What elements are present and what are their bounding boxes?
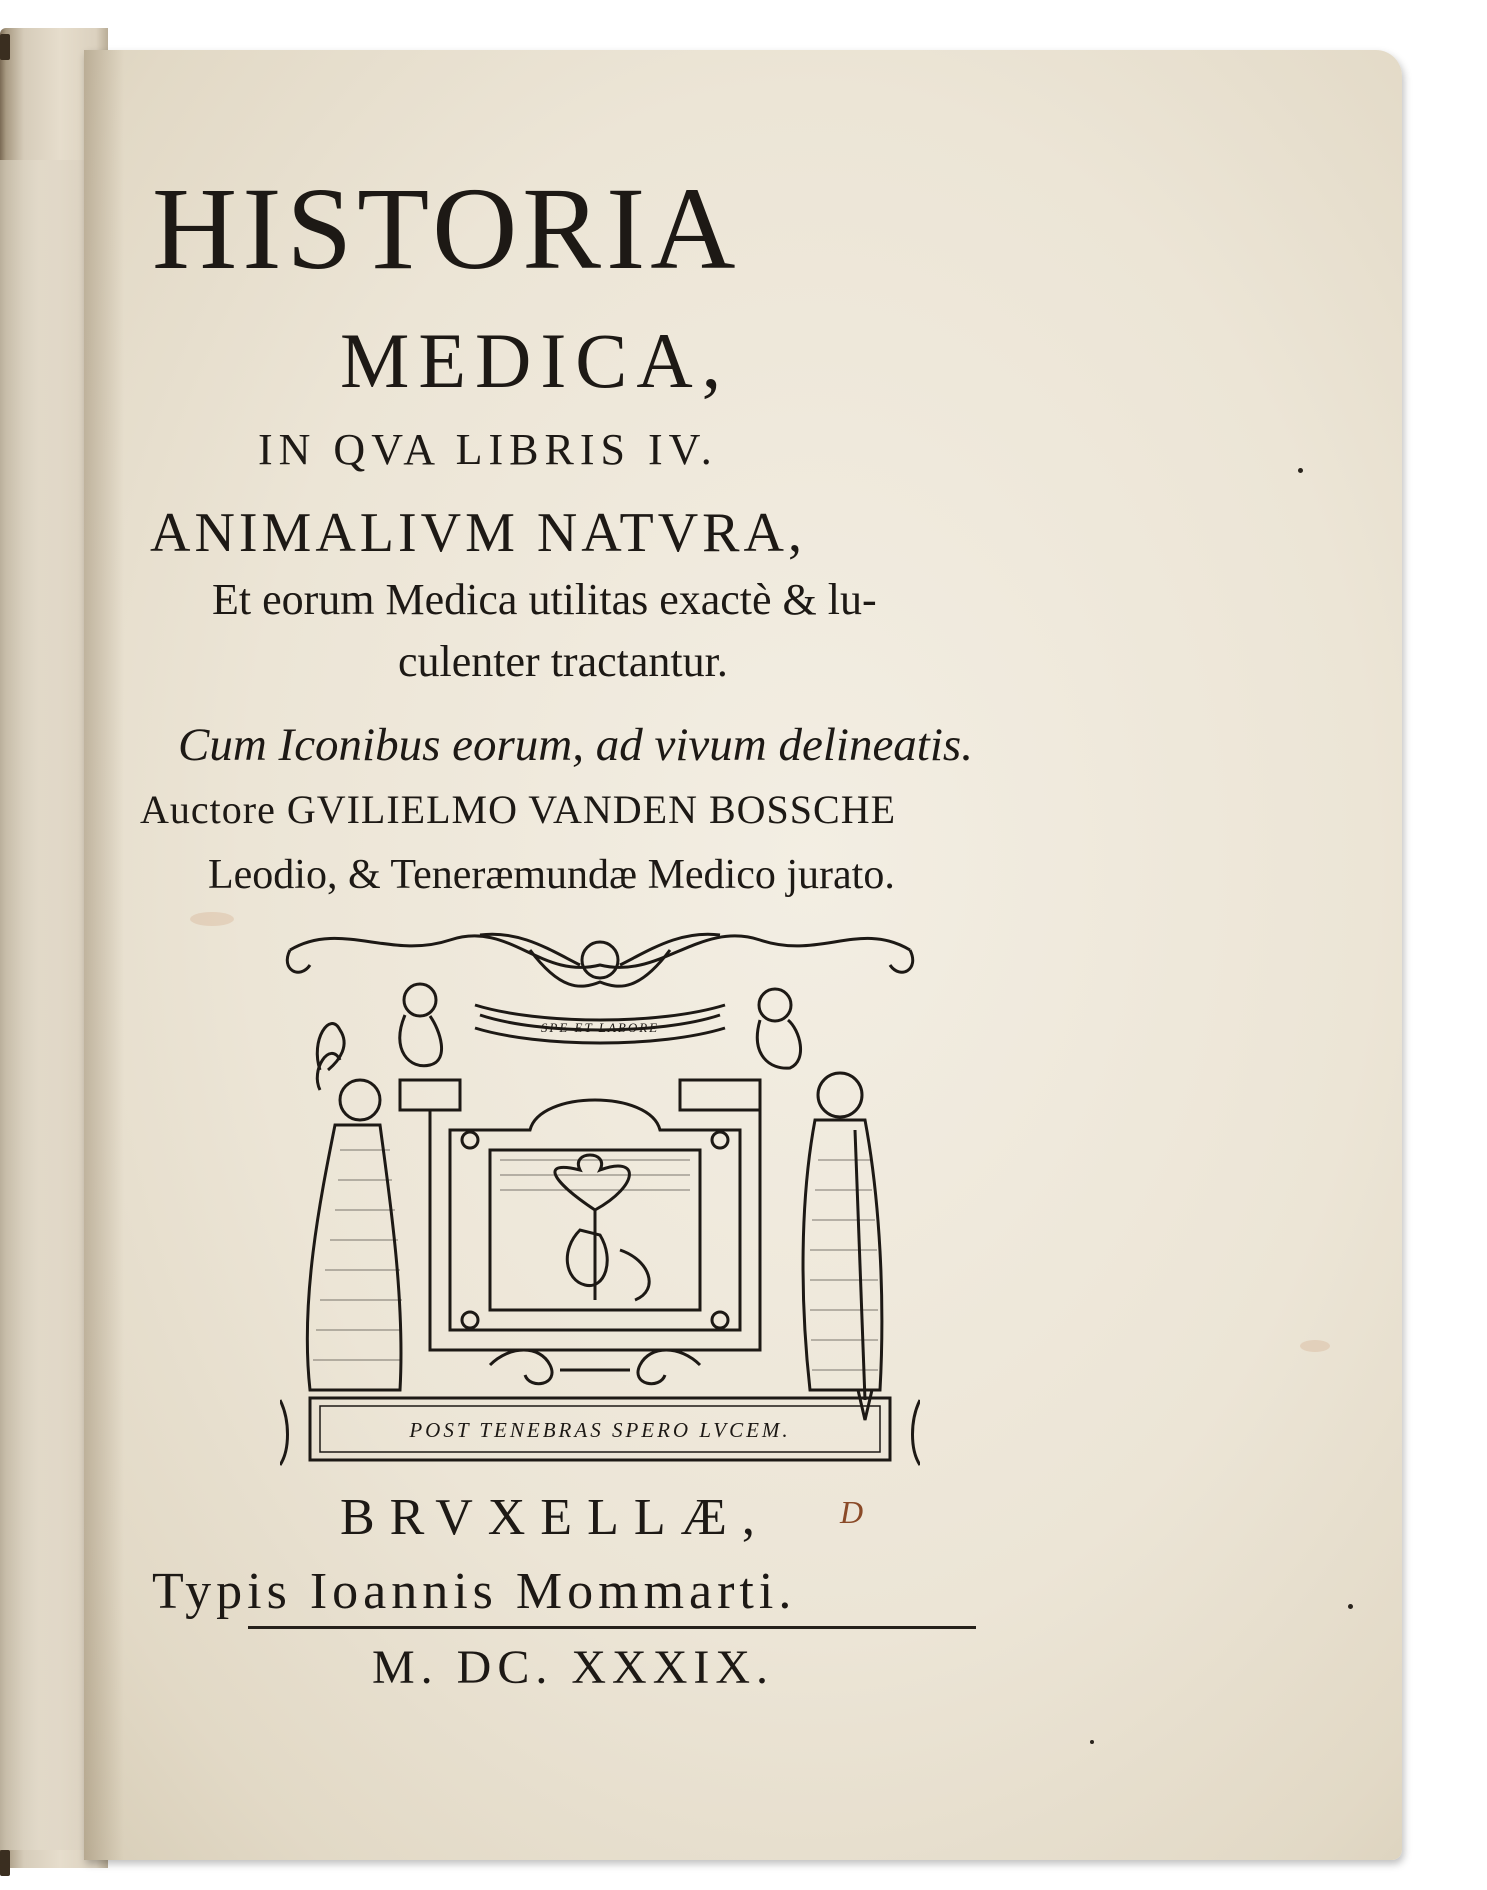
- imprint-rule: [248, 1626, 976, 1629]
- motto-top: SPE ET LABORE: [540, 1020, 660, 1035]
- motto-bottom: POST TENEBRAS SPERO LVCEM.: [409, 1418, 791, 1442]
- paper-speck: [1090, 1740, 1094, 1744]
- book-title: HISTORIA: [152, 163, 741, 294]
- title-line-animalium: ANIMALIVM NATVRA,: [150, 502, 806, 564]
- title-line-in-qua: IN QVA LIBRIS IV.: [258, 425, 718, 474]
- paper-speck: [1298, 468, 1303, 473]
- binding-strip: [0, 160, 96, 1850]
- foxing-stain: [190, 912, 234, 926]
- binding-mark: [0, 34, 10, 60]
- page-gutter-shadow: [84, 50, 124, 1860]
- pencil-annotation: D: [840, 1494, 864, 1530]
- title-line-culenter: culenter tractantur.: [398, 637, 728, 686]
- paper-speck: [1348, 1604, 1353, 1609]
- title-line-et-eorum: Et eorum Medica utilitas exactè & lu-: [212, 575, 877, 624]
- imprint-printer: Typis Ioannis Mommarti.: [152, 1563, 797, 1620]
- book-subtitle: MEDICA,: [340, 317, 731, 404]
- foxing-stain: [1300, 1340, 1330, 1352]
- author-line: Auctore GVILIELMO VANDEN BOSSCHE: [140, 787, 897, 832]
- imprint-city: BRVXELLÆ,: [340, 1489, 770, 1546]
- author-affiliation: Leodio, & Teneræmundæ Medico jurato.: [208, 852, 895, 898]
- imprint-year: M. DC. XXXIX.: [372, 1641, 774, 1694]
- title-line-iconibus: Cum Iconibus eorum, ad vivum delineatis.: [178, 719, 973, 771]
- printer-device-woodcut: [280, 920, 920, 1480]
- binding-mark: [0, 1850, 10, 1876]
